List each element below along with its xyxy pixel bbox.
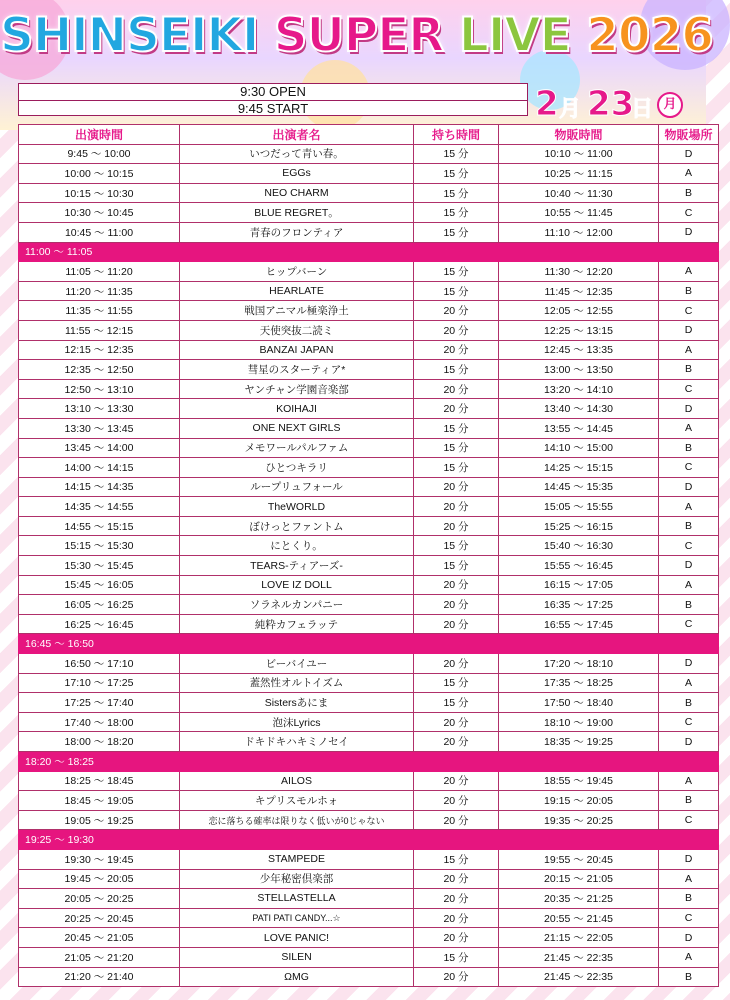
table-row bbox=[19, 418, 719, 438]
cell-duration: 20 分 bbox=[414, 928, 499, 948]
event-title bbox=[0, 8, 713, 68]
cell-duration: 15 分 bbox=[414, 438, 499, 458]
cell-merch-time: 16:35 ～ 17:25 bbox=[499, 595, 659, 615]
start-time: 9:45 START bbox=[237, 101, 309, 116]
cell-merch-time: 21:15 ～ 22:05 bbox=[499, 928, 659, 948]
table-row bbox=[19, 340, 719, 360]
table-row bbox=[19, 869, 719, 889]
cell-merch-time: 13:20 ～ 14:10 bbox=[499, 379, 659, 399]
cell-time: 10:45 ～ 11:00 bbox=[19, 222, 180, 242]
cell-performer: キプリスモルホォ bbox=[180, 791, 414, 811]
cell-merch-place: A bbox=[659, 575, 719, 595]
cell-performer: ΩMG bbox=[180, 967, 414, 987]
cell-performer: STAMPEDE bbox=[180, 849, 414, 869]
cell-merch-place: A bbox=[659, 262, 719, 282]
cell-merch-time: 16:15 ～ 17:05 bbox=[499, 575, 659, 595]
cell-performer: メモワールパルファム bbox=[180, 438, 414, 458]
cell-merch-time: 19:55 ～ 20:45 bbox=[499, 849, 659, 869]
cell-merch-place: C bbox=[659, 614, 719, 634]
table-row bbox=[19, 262, 719, 282]
cell-merch-place: A bbox=[659, 869, 719, 889]
cell-duration: 15 分 bbox=[414, 947, 499, 967]
cell-performer: 蓋然性オルトイズム bbox=[180, 673, 414, 693]
table-row bbox=[19, 673, 719, 693]
cell-duration: 15 分 bbox=[414, 164, 499, 184]
cell-duration: 20 分 bbox=[414, 908, 499, 928]
cell-performer: AILOS bbox=[180, 771, 414, 791]
table-row bbox=[19, 791, 719, 811]
date-month-unit: 月 bbox=[559, 97, 582, 122]
cell-duration: 15 分 bbox=[414, 144, 499, 164]
cell-duration: 20 分 bbox=[414, 771, 499, 791]
table-row bbox=[19, 164, 719, 184]
cell-time: 17:25 ～ 17:40 bbox=[19, 693, 180, 713]
cell-duration: 20 分 bbox=[414, 889, 499, 909]
cell-time: 12:50 ～ 13:10 bbox=[19, 379, 180, 399]
table-row bbox=[19, 203, 719, 223]
cell-merch-place: A bbox=[659, 673, 719, 693]
cell-duration: 20 分 bbox=[414, 516, 499, 536]
cell-merch-time: 15:55 ～ 16:45 bbox=[499, 556, 659, 576]
cell-merch-place: D bbox=[659, 556, 719, 576]
cell-merch-place: C bbox=[659, 536, 719, 556]
cell-performer: EGGs bbox=[180, 164, 414, 184]
cell-performer: BANZAI JAPAN bbox=[180, 340, 414, 360]
break-row bbox=[19, 634, 719, 654]
cell-performer: ヤンチャン学園音楽部 bbox=[180, 379, 414, 399]
header-performance-time: 出演時間 bbox=[19, 125, 180, 145]
cell-duration: 20 分 bbox=[414, 399, 499, 419]
cell-time: 18:45 ～ 19:05 bbox=[19, 791, 180, 811]
cell-performer: 泡沫Lyrics bbox=[180, 712, 414, 732]
table-row bbox=[19, 614, 719, 634]
break-row bbox=[19, 752, 719, 772]
cell-merch-place: A bbox=[659, 418, 719, 438]
cell-duration: 20 分 bbox=[414, 575, 499, 595]
table-row bbox=[19, 928, 719, 948]
cell-merch-place: C bbox=[659, 203, 719, 223]
break-time: 16:45 ～ 16:50 bbox=[19, 634, 719, 654]
cell-performer: 恋に落ちる確率は限りなく低いが0じゃない bbox=[180, 810, 414, 830]
table-row bbox=[19, 301, 719, 321]
cell-merch-place: A bbox=[659, 164, 719, 184]
cell-merch-place: D bbox=[659, 477, 719, 497]
open-time: 9:30 OPEN bbox=[240, 84, 306, 99]
cell-merch-place: B bbox=[659, 281, 719, 301]
cell-merch-place: A bbox=[659, 340, 719, 360]
cell-merch-time: 17:50 ～ 18:40 bbox=[499, 693, 659, 713]
cell-performer: TEARS-ティアーズ- bbox=[180, 556, 414, 576]
header-performer-name: 出演者名 bbox=[180, 125, 414, 145]
cell-merch-place: C bbox=[659, 301, 719, 321]
cell-performer: いつだって青い春。 bbox=[180, 144, 414, 164]
cell-duration: 20 分 bbox=[414, 654, 499, 674]
cell-merch-time: 18:35 ～ 19:25 bbox=[499, 732, 659, 752]
cell-performer: ONE NEXT GIRLS bbox=[180, 418, 414, 438]
cell-performer: LOVE PANIC! bbox=[180, 928, 414, 948]
table-row bbox=[19, 889, 719, 909]
table-row bbox=[19, 908, 719, 928]
table-row bbox=[19, 458, 719, 478]
cell-duration: 20 分 bbox=[414, 810, 499, 830]
cell-merch-place: D bbox=[659, 928, 719, 948]
break-time: 19:25 ～ 19:30 bbox=[19, 830, 719, 850]
cell-time: 13:30 ～ 13:45 bbox=[19, 418, 180, 438]
table-row bbox=[19, 183, 719, 203]
date-day-unit: 日 bbox=[631, 97, 654, 122]
cell-time: 14:15 ～ 14:35 bbox=[19, 477, 180, 497]
table-row bbox=[19, 732, 719, 752]
cell-duration: 20 分 bbox=[414, 301, 499, 321]
table-row bbox=[19, 281, 719, 301]
cell-merch-time: 14:45 ～ 15:35 bbox=[499, 477, 659, 497]
cell-time: 14:55 ～ 15:15 bbox=[19, 516, 180, 536]
cell-time: 9:45 ～ 10:00 bbox=[19, 144, 180, 164]
cell-duration: 15 分 bbox=[414, 262, 499, 282]
cell-merch-time: 18:55 ～ 19:45 bbox=[499, 771, 659, 791]
cell-duration: 20 分 bbox=[414, 320, 499, 340]
cell-performer: 彗星のスターティア* bbox=[180, 360, 414, 380]
cell-duration: 15 分 bbox=[414, 281, 499, 301]
cell-duration: 15 分 bbox=[414, 849, 499, 869]
table-header-row bbox=[19, 125, 719, 145]
header-merch-time: 物販時間 bbox=[499, 125, 659, 145]
cell-performer: HEARLATE bbox=[180, 281, 414, 301]
header-merch-place: 物販場所 bbox=[659, 125, 719, 145]
cell-merch-place: A bbox=[659, 947, 719, 967]
table-row bbox=[19, 693, 719, 713]
cell-performer: 戦国アニマル極楽浄土 bbox=[180, 301, 414, 321]
open-start-box bbox=[18, 83, 528, 116]
cell-merch-place: D bbox=[659, 399, 719, 419]
title-part-3: LIVE bbox=[458, 8, 571, 63]
table-row bbox=[19, 516, 719, 536]
cell-duration: 20 分 bbox=[414, 595, 499, 615]
cell-time: 20:05 ～ 20:25 bbox=[19, 889, 180, 909]
cell-performer: STELLASTELLA bbox=[180, 889, 414, 909]
event-date bbox=[535, 78, 695, 122]
table-row bbox=[19, 360, 719, 380]
cell-time: 13:10 ～ 13:30 bbox=[19, 399, 180, 419]
date-month: 2 bbox=[535, 84, 559, 124]
cell-time: 14:00 ～ 14:15 bbox=[19, 458, 180, 478]
schedule-table bbox=[18, 124, 719, 987]
break-row bbox=[19, 830, 719, 850]
cell-merch-time: 10:40 ～ 11:30 bbox=[499, 183, 659, 203]
cell-merch-place: C bbox=[659, 379, 719, 399]
table-row bbox=[19, 536, 719, 556]
cell-time: 15:15 ～ 15:30 bbox=[19, 536, 180, 556]
cell-merch-place: B bbox=[659, 967, 719, 987]
cell-merch-time: 15:40 ～ 16:30 bbox=[499, 536, 659, 556]
cell-time: 19:30 ～ 19:45 bbox=[19, 849, 180, 869]
cell-merch-place: C bbox=[659, 712, 719, 732]
cell-merch-time: 11:45 ～ 12:35 bbox=[499, 281, 659, 301]
cell-time: 14:35 ～ 14:55 bbox=[19, 497, 180, 517]
cell-merch-time: 17:20 ～ 18:10 bbox=[499, 654, 659, 674]
table-row bbox=[19, 497, 719, 517]
cell-performer: ヒップバーン bbox=[180, 262, 414, 282]
cell-merch-place: B bbox=[659, 791, 719, 811]
cell-merch-time: 12:45 ～ 13:35 bbox=[499, 340, 659, 360]
cell-performer: 天使突抜二読ミ bbox=[180, 320, 414, 340]
cell-merch-time: 14:25 ～ 15:15 bbox=[499, 458, 659, 478]
table-row bbox=[19, 654, 719, 674]
cell-duration: 20 分 bbox=[414, 497, 499, 517]
cell-merch-time: 20:15 ～ 21:05 bbox=[499, 869, 659, 889]
cell-merch-time: 18:10 ～ 19:00 bbox=[499, 712, 659, 732]
cell-performer: ビーバイユー bbox=[180, 654, 414, 674]
cell-duration: 15 分 bbox=[414, 693, 499, 713]
cell-performer: にとくり。 bbox=[180, 536, 414, 556]
cell-performer: LOVE IZ DOLL bbox=[180, 575, 414, 595]
cell-merch-place: B bbox=[659, 516, 719, 536]
cell-merch-place: D bbox=[659, 222, 719, 242]
break-row bbox=[19, 242, 719, 262]
table-row bbox=[19, 771, 719, 791]
cell-performer: KOIHAJI bbox=[180, 399, 414, 419]
cell-performer: NEO CHARM bbox=[180, 183, 414, 203]
cell-merch-time: 12:05 ～ 12:55 bbox=[499, 301, 659, 321]
cell-time: 10:00 ～ 10:15 bbox=[19, 164, 180, 184]
cell-merch-time: 21:45 ～ 22:35 bbox=[499, 947, 659, 967]
cell-performer: 純粋カフェラッテ bbox=[180, 614, 414, 634]
cell-merch-place: B bbox=[659, 693, 719, 713]
cell-time: 16:05 ～ 16:25 bbox=[19, 595, 180, 615]
cell-merch-time: 11:10 ～ 12:00 bbox=[499, 222, 659, 242]
cell-time: 16:50 ～ 17:10 bbox=[19, 654, 180, 674]
cell-merch-place: D bbox=[659, 144, 719, 164]
cell-time: 11:55 ～ 12:15 bbox=[19, 320, 180, 340]
cell-merch-place: C bbox=[659, 458, 719, 478]
cell-merch-place: C bbox=[659, 908, 719, 928]
cell-merch-place: B bbox=[659, 360, 719, 380]
cell-time: 10:30 ～ 10:45 bbox=[19, 203, 180, 223]
cell-duration: 20 分 bbox=[414, 791, 499, 811]
cell-duration: 20 分 bbox=[414, 869, 499, 889]
cell-time: 15:45 ～ 16:05 bbox=[19, 575, 180, 595]
cell-duration: 20 分 bbox=[414, 732, 499, 752]
cell-merch-time: 17:35 ～ 18:25 bbox=[499, 673, 659, 693]
cell-merch-time: 19:15 ～ 20:05 bbox=[499, 791, 659, 811]
cell-duration: 15 分 bbox=[414, 673, 499, 693]
cell-duration: 15 分 bbox=[414, 222, 499, 242]
cell-performer: ソラネルカンパニー bbox=[180, 595, 414, 615]
break-time: 18:20 ～ 18:25 bbox=[19, 752, 719, 772]
cell-time: 15:30 ～ 15:45 bbox=[19, 556, 180, 576]
table-row bbox=[19, 947, 719, 967]
cell-duration: 15 分 bbox=[414, 203, 499, 223]
title-part-4: 2026 bbox=[586, 8, 713, 63]
cell-time: 11:20 ～ 11:35 bbox=[19, 281, 180, 301]
table-row bbox=[19, 575, 719, 595]
cell-merch-time: 16:55 ～ 17:45 bbox=[499, 614, 659, 634]
cell-merch-time: 11:30 ～ 12:20 bbox=[499, 262, 659, 282]
cell-performer: SILEN bbox=[180, 947, 414, 967]
table-row bbox=[19, 849, 719, 869]
cell-merch-place: B bbox=[659, 438, 719, 458]
cell-duration: 15 分 bbox=[414, 556, 499, 576]
cell-time: 13:45 ～ 14:00 bbox=[19, 438, 180, 458]
cell-time: 20:25 ～ 20:45 bbox=[19, 908, 180, 928]
table-row bbox=[19, 810, 719, 830]
cell-time: 12:15 ～ 12:35 bbox=[19, 340, 180, 360]
title-part-2: SUPER bbox=[273, 8, 444, 63]
cell-duration: 20 分 bbox=[414, 379, 499, 399]
cell-merch-time: 13:55 ～ 14:45 bbox=[499, 418, 659, 438]
cell-time: 19:45 ～ 20:05 bbox=[19, 869, 180, 889]
cell-merch-time: 10:10 ～ 11:00 bbox=[499, 144, 659, 164]
cell-performer: ひとつキラリ bbox=[180, 458, 414, 478]
cell-merch-time: 20:35 ～ 21:25 bbox=[499, 889, 659, 909]
table-row bbox=[19, 477, 719, 497]
date-weekday: 月 bbox=[657, 92, 683, 118]
cell-performer: PATI PATI CANDY...☆ bbox=[180, 908, 414, 928]
cell-time: 10:15 ～ 10:30 bbox=[19, 183, 180, 203]
table-row bbox=[19, 144, 719, 164]
schedule-body bbox=[19, 144, 719, 987]
table-row bbox=[19, 556, 719, 576]
table-row bbox=[19, 222, 719, 242]
table-row bbox=[19, 967, 719, 987]
cell-time: 20:45 ～ 21:05 bbox=[19, 928, 180, 948]
cell-merch-time: 14:10 ～ 15:00 bbox=[499, 438, 659, 458]
cell-time: 18:00 ～ 18:20 bbox=[19, 732, 180, 752]
title-part-1: SHINSEIKI bbox=[0, 8, 259, 63]
cell-duration: 20 分 bbox=[414, 614, 499, 634]
cell-duration: 15 分 bbox=[414, 458, 499, 478]
cell-duration: 15 分 bbox=[414, 536, 499, 556]
cell-time: 21:20 ～ 21:40 bbox=[19, 967, 180, 987]
cell-duration: 15 分 bbox=[414, 418, 499, 438]
table-row bbox=[19, 712, 719, 732]
cell-merch-place: C bbox=[659, 810, 719, 830]
table-row bbox=[19, 438, 719, 458]
cell-merch-place: B bbox=[659, 595, 719, 615]
cell-merch-time: 20:55 ～ 21:45 bbox=[499, 908, 659, 928]
cell-performer: TheWORLD bbox=[180, 497, 414, 517]
cell-performer: Sistersあにま bbox=[180, 693, 414, 713]
cell-merch-place: B bbox=[659, 889, 719, 909]
cell-duration: 20 分 bbox=[414, 967, 499, 987]
cell-merch-time: 13:40 ～ 14:30 bbox=[499, 399, 659, 419]
cell-merch-time: 10:25 ～ 11:15 bbox=[499, 164, 659, 184]
cell-performer: BLUE REGRET。 bbox=[180, 203, 414, 223]
cell-merch-time: 15:05 ～ 15:55 bbox=[499, 497, 659, 517]
header-duration: 持ち時間 bbox=[414, 125, 499, 145]
cell-performer: 少年秘密倶楽部 bbox=[180, 869, 414, 889]
cell-merch-time: 19:35 ～ 20:25 bbox=[499, 810, 659, 830]
cell-time: 12:35 ～ 12:50 bbox=[19, 360, 180, 380]
cell-duration: 20 分 bbox=[414, 477, 499, 497]
cell-merch-time: 12:25 ～ 13:15 bbox=[499, 320, 659, 340]
cell-merch-time: 13:00 ～ 13:50 bbox=[499, 360, 659, 380]
cell-duration: 15 分 bbox=[414, 360, 499, 380]
cell-merch-place: A bbox=[659, 497, 719, 517]
cell-time: 21:05 ～ 21:20 bbox=[19, 947, 180, 967]
cell-duration: 20 分 bbox=[414, 712, 499, 732]
cell-performer: ドキドキハキミノセイ bbox=[180, 732, 414, 752]
cell-merch-place: D bbox=[659, 732, 719, 752]
date-day: 23 bbox=[587, 84, 635, 124]
cell-duration: 15 分 bbox=[414, 183, 499, 203]
cell-time: 16:25 ～ 16:45 bbox=[19, 614, 180, 634]
cell-merch-time: 15:25 ～ 16:15 bbox=[499, 516, 659, 536]
cell-merch-place: A bbox=[659, 771, 719, 791]
cell-merch-place: D bbox=[659, 320, 719, 340]
cell-merch-time: 10:55 ～ 11:45 bbox=[499, 203, 659, 223]
break-time: 11:00 ～ 11:05 bbox=[19, 242, 719, 262]
cell-performer: ぼけっとファントム bbox=[180, 516, 414, 536]
cell-merch-place: B bbox=[659, 183, 719, 203]
cell-performer: ループリュフォール bbox=[180, 477, 414, 497]
cell-merch-place: D bbox=[659, 849, 719, 869]
table-row bbox=[19, 399, 719, 419]
table-row bbox=[19, 320, 719, 340]
cell-time: 17:10 ～ 17:25 bbox=[19, 673, 180, 693]
cell-performer: 青春のフロンティア bbox=[180, 222, 414, 242]
cell-duration: 20 分 bbox=[414, 340, 499, 360]
cell-merch-place: D bbox=[659, 654, 719, 674]
cell-time: 11:35 ～ 11:55 bbox=[19, 301, 180, 321]
table-row bbox=[19, 595, 719, 615]
cell-time: 19:05 ～ 19:25 bbox=[19, 810, 180, 830]
cell-merch-time: 21:45 ～ 22:35 bbox=[499, 967, 659, 987]
cell-time: 11:05 ～ 11:20 bbox=[19, 262, 180, 282]
table-row bbox=[19, 379, 719, 399]
cell-time: 17:40 ～ 18:00 bbox=[19, 712, 180, 732]
cell-time: 18:25 ～ 18:45 bbox=[19, 771, 180, 791]
